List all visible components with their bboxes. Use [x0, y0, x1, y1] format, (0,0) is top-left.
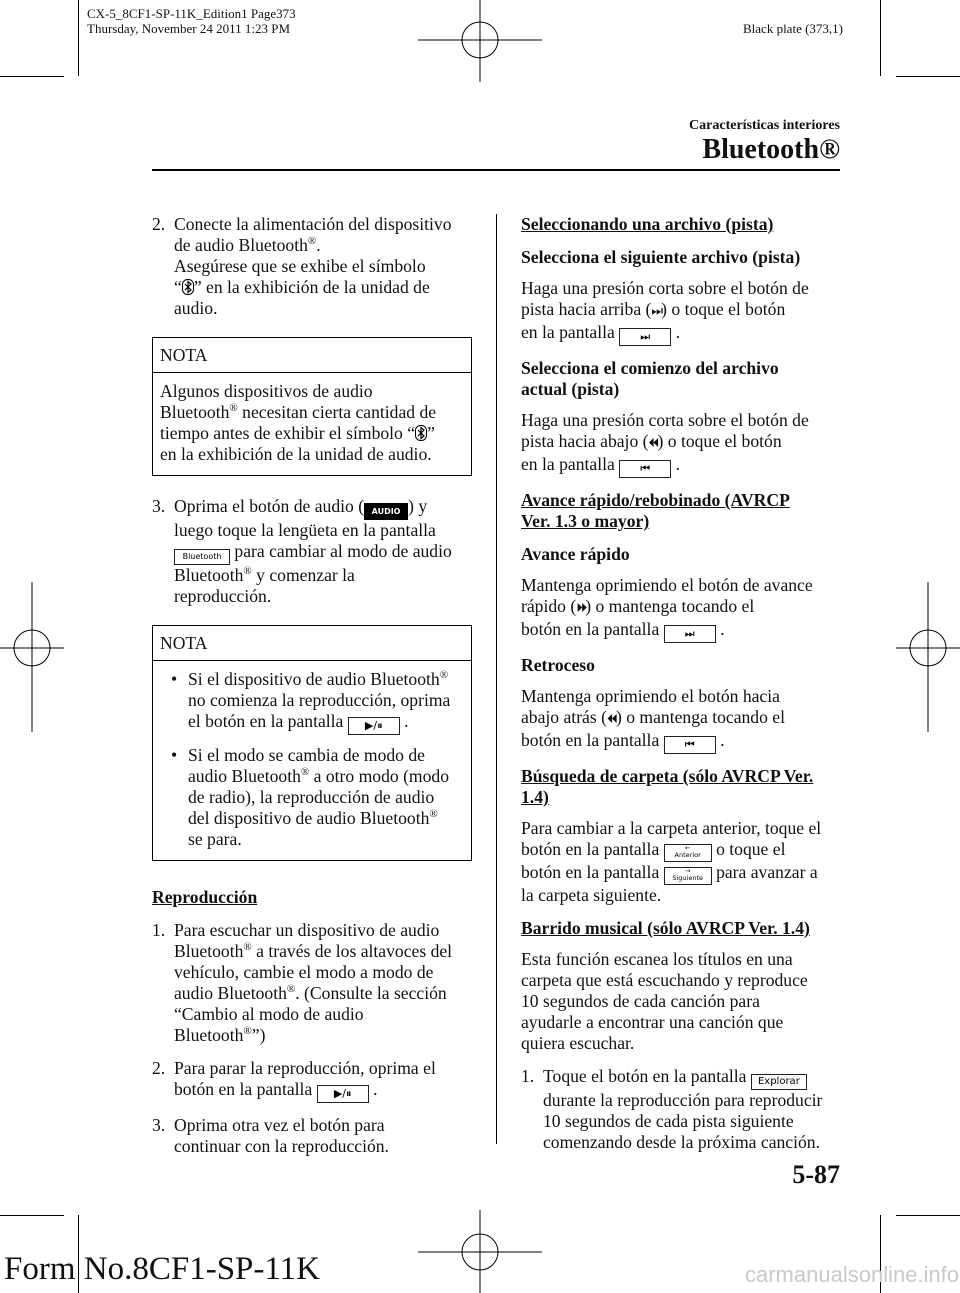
text-span: Toque el botón en la pantalla	[543, 1066, 747, 1086]
text-span: ) y	[408, 496, 428, 516]
text-line: Algunos dispositivos de audio	[160, 381, 373, 401]
text-line	[521, 862, 843, 885]
text-line	[521, 454, 843, 478]
bullet-dot: •	[171, 745, 178, 765]
note-title: NOTA	[153, 626, 471, 661]
text-span: .	[316, 235, 321, 255]
text-line	[521, 322, 843, 346]
text-line: ayudarle a encontrar una canción que	[521, 1012, 784, 1032]
text-line: Haga una presión corta sobre el botón de	[521, 410, 809, 430]
rewind-subheading: Retroceso	[521, 655, 595, 675]
text-span: abajo atrás (	[521, 707, 607, 727]
fast-forward-subheading: Avance rápido	[521, 544, 630, 564]
text-span: botón en la pantalla	[521, 862, 660, 882]
step-2	[152, 214, 472, 319]
prev-track-screen-icon: ⏮	[664, 736, 716, 754]
text-line	[543, 1066, 843, 1090]
note-box-1	[152, 337, 472, 476]
registered-mark: ®	[286, 983, 296, 996]
fast-forward-text	[521, 575, 843, 643]
text-line: no comienza la reproducción, oprima	[188, 690, 451, 710]
text-line	[188, 711, 464, 735]
folder-next-icon: → Siguiente	[664, 867, 712, 885]
text-span: el botón en la pantalla	[188, 711, 344, 731]
track-start-heading: Selecciona el comienzo del archivo	[521, 358, 779, 378]
text-line: la carpeta siguiente.	[521, 885, 662, 905]
registered-mark: ®	[243, 565, 252, 578]
text-span: botón en la pantalla	[521, 619, 660, 639]
text-line	[174, 277, 472, 298]
registered-mark: ®	[429, 808, 438, 821]
text-line	[521, 730, 843, 754]
text-span: del dispositivo de audio Bluetooth	[188, 808, 430, 828]
text-span: “	[174, 277, 182, 297]
text-span: . (Consulte la sección	[295, 983, 447, 1003]
folder-search-heading-2: 1.4)	[521, 787, 549, 807]
text-line: Esta función escanea los títulos en una	[521, 949, 793, 969]
text-line: Mantenga oprimiendo el botón hacia	[521, 686, 780, 706]
text-span: audio Bluetooth	[188, 766, 301, 786]
explorar-button-icon: Explorar	[751, 1074, 807, 1090]
note-bullet	[160, 669, 464, 735]
scan-step-1	[521, 1066, 843, 1153]
registered-mark: ®	[439, 669, 449, 682]
text-line: audio.	[174, 298, 218, 318]
text-span: .	[373, 1079, 378, 1099]
fast-forward-icon: ⏵⏵	[576, 601, 586, 616]
text-span: en la pantalla	[521, 454, 615, 474]
step-number: 2.	[152, 1058, 166, 1078]
text-line	[521, 619, 843, 643]
text-line	[174, 1079, 472, 1103]
text-line: luego toque la lengüeta en la pantalla	[174, 520, 436, 540]
text-line	[521, 707, 843, 730]
watermark: carmanualsonline.info	[745, 1262, 960, 1287]
text-line: Mantenga oprimiendo el botón de avance	[521, 575, 813, 595]
note-title: NOTA	[153, 338, 471, 373]
text-line	[174, 235, 472, 256]
note-box-2	[152, 625, 472, 861]
text-line: Para cambiar a la carpeta anterior, toque el	[521, 818, 822, 838]
text-line	[521, 431, 843, 454]
repro-step-1	[152, 920, 472, 1046]
text-span: .	[720, 619, 725, 639]
text-span: tiempo antes de exhibir el símbolo “	[160, 423, 416, 443]
bullet-dot: •	[171, 669, 178, 689]
text-line: Oprima otra vez el botón para	[174, 1115, 385, 1135]
text-line	[174, 941, 472, 962]
registration-mark-bottom	[418, 1210, 542, 1293]
registration-mark-left	[0, 582, 64, 732]
text-line: comenzando desde la próxima canción.	[543, 1132, 820, 1152]
icon-label: Anterior	[674, 851, 701, 859]
print-plate: Black plate (373,1)	[743, 21, 843, 36]
repro-step-3	[152, 1115, 472, 1157]
text-line: Haga una presión corta sobre el botón de	[521, 278, 809, 298]
text-line	[174, 541, 472, 565]
folder-search-text	[521, 818, 843, 906]
text-line: Conecte la alimentación del dispositivo	[174, 214, 452, 234]
text-span: para cambiar al modo de audio	[230, 541, 452, 561]
text-span: necesitan cierta cantidad de	[237, 402, 437, 422]
text-span: Bluetooth	[174, 1025, 244, 1045]
text-span: ) o toque el botón	[661, 299, 786, 319]
audio-button-icon: AUDIO	[364, 503, 408, 520]
text-line	[160, 423, 464, 444]
select-track-heading: Seleccionando una archivo (pista)	[521, 214, 774, 234]
text-span: para avanzar a	[716, 862, 818, 882]
text-line: de radio), la reproducción de audio	[188, 787, 435, 807]
column-divider	[496, 214, 497, 1144]
text-span: .	[404, 711, 409, 731]
note-body	[153, 373, 471, 475]
track-start-heading-2: actual (pista)	[521, 379, 620, 399]
folder-previous-icon: ← Anterior	[664, 844, 712, 862]
text-line: Para parar la reproducción, oprima el	[174, 1058, 436, 1078]
text-span: .	[675, 454, 681, 474]
track-down-icon: ⏴⏴	[648, 436, 658, 451]
crop-mark	[0, 1215, 64, 1216]
text-span: audio Bluetooth	[174, 983, 287, 1003]
text-span: pista hacia arriba (	[521, 299, 652, 319]
text-line: 10 segundos de cada canción para	[521, 991, 760, 1011]
step-3	[152, 496, 472, 607]
note-bullet	[160, 745, 464, 850]
text-line	[188, 808, 464, 829]
left-column	[152, 214, 472, 1157]
section-subtitle: Características interiores	[689, 118, 840, 133]
rewind-icon: ⏴⏴	[606, 712, 616, 727]
text-span: Oprima el botón de audio (	[174, 496, 365, 516]
text-line	[521, 839, 843, 862]
reproduccion-heading: Reproducción	[152, 887, 258, 907]
print-file-info: CX-5_8CF1-SP-11K_Edition1 Page373	[87, 6, 296, 21]
registration-mark-top	[418, 0, 542, 82]
next-track-text	[521, 278, 843, 346]
note-body	[153, 661, 471, 860]
crop-mark	[896, 76, 960, 77]
text-line: Asegúrese que se exhibe el símbolo	[174, 256, 426, 276]
bluetooth-tab-icon: Bluetooth	[174, 549, 230, 565]
text-line	[188, 766, 464, 787]
crop-mark	[880, 0, 881, 76]
prev-track-screen-icon: ⏮	[619, 460, 671, 478]
text-span: pista hacia abajo (	[521, 431, 649, 451]
text-line: 10 segundos de cada pista siguiente	[543, 1111, 794, 1131]
text-line	[521, 596, 843, 619]
section-title: Bluetooth®	[702, 134, 840, 165]
text-line: Para escuchar un dispositivo de audio	[174, 920, 440, 940]
next-track-screen-icon: ⏭	[664, 625, 716, 643]
text-span: de audio Bluetooth	[174, 235, 308, 255]
text-span: ) o toque el botón	[657, 431, 782, 451]
text-span: botón en la pantalla	[521, 730, 660, 750]
crop-mark	[0, 76, 64, 77]
text-span: ”)	[251, 1025, 266, 1045]
step-number: 1.	[152, 920, 166, 940]
music-scan-text	[521, 949, 843, 1054]
page-number: 5-87	[792, 1160, 840, 1189]
text-line	[174, 565, 472, 586]
text-line: reproducción.	[174, 586, 272, 606]
registered-mark: ®	[229, 402, 238, 415]
icon-label: Siguiente	[672, 874, 703, 882]
next-track-heading: Selecciona el siguiente archivo (pista)	[521, 247, 801, 267]
text-line: se para.	[188, 829, 242, 849]
text-line: carpeta que está escuchando y reproduce	[521, 970, 808, 990]
registered-mark: ®	[307, 235, 317, 248]
registered-mark: ®	[300, 766, 310, 779]
text-line: “Cambio al modo de audio	[174, 1004, 364, 1024]
text-line: quiera escuchar.	[521, 1033, 635, 1053]
form-number: Form No.8CF1-SP-11K	[4, 1251, 320, 1287]
text-span: .	[675, 322, 681, 342]
text-line: continuar con la reproducción.	[174, 1136, 389, 1156]
text-span: ”	[427, 423, 435, 443]
play-pause-icon: ▶/⏸	[348, 717, 400, 735]
text-line	[174, 983, 472, 1004]
text-span: o toque el	[716, 839, 786, 859]
registration-mark-right	[896, 582, 960, 732]
track-start-text	[521, 410, 843, 478]
text-line: en la exhibición de la unidad de audio.	[160, 444, 432, 464]
section-rule	[152, 169, 840, 171]
next-track-screen-icon: ⏭	[619, 328, 671, 346]
text-span: ) o mantenga tocando el	[585, 596, 755, 616]
step-number: 1.	[521, 1066, 535, 1086]
rewind-text	[521, 686, 843, 754]
track-up-icon: ⏭	[651, 304, 662, 319]
text-line: durante la reproducción para reproducir	[543, 1090, 823, 1110]
text-span: rápido (	[521, 596, 577, 616]
bluetooth-icon	[415, 425, 427, 441]
crop-mark	[78, 0, 79, 76]
text-line	[188, 669, 464, 690]
ff-rw-heading: Avance rápido/rebobinado (AVRCP	[521, 490, 790, 510]
ff-rw-heading-2: Ver. 1.3 o mayor)	[521, 511, 650, 531]
music-scan-heading: Barrido musical (sólo AVRCP Ver. 1.4)	[521, 918, 810, 938]
play-pause-icon: ▶/⏸	[317, 1085, 369, 1103]
registered-mark: ®	[243, 1025, 252, 1038]
text-line	[174, 1025, 472, 1046]
step-number: 3.	[152, 1115, 166, 1135]
text-span: ” en la exhibición de la unidad de	[193, 277, 430, 297]
text-line: vehículo, cambie el modo a modo de	[174, 962, 434, 982]
text-span: Bluetooth	[174, 941, 244, 961]
text-span: botón en la pantalla	[174, 1079, 313, 1099]
text-span: .	[720, 730, 725, 750]
registered-mark: ®	[243, 941, 252, 954]
text-span: a otro modo (modo	[309, 766, 450, 786]
crop-mark	[896, 1215, 960, 1216]
print-date-info: Thursday, November 24 2011 1:23 PM	[87, 21, 291, 36]
text-line	[521, 299, 843, 322]
repro-step-2	[152, 1058, 472, 1103]
text-line	[160, 402, 464, 423]
text-span: Bluetooth	[174, 565, 244, 585]
right-column	[521, 214, 843, 1153]
text-span: y comenzar la	[251, 565, 355, 585]
text-line: Si el modo se cambia de modo de	[188, 745, 425, 765]
text-line	[174, 496, 472, 520]
bluetooth-icon	[182, 279, 194, 295]
text-span: a través de los altavoces del	[251, 941, 453, 961]
text-span: Bluetooth	[160, 402, 230, 422]
folder-search-heading: Búsqueda de carpeta (sólo AVRCP Ver.	[521, 766, 814, 786]
text-span: botón en la pantalla	[521, 839, 660, 859]
text-span: en la pantalla	[521, 322, 615, 342]
text-span: Si el dispositivo de audio Bluetooth	[188, 669, 440, 689]
step-number: 3.	[152, 496, 166, 516]
step-number: 2.	[152, 214, 166, 234]
text-span: ) o mantenga tocando el	[615, 707, 785, 727]
